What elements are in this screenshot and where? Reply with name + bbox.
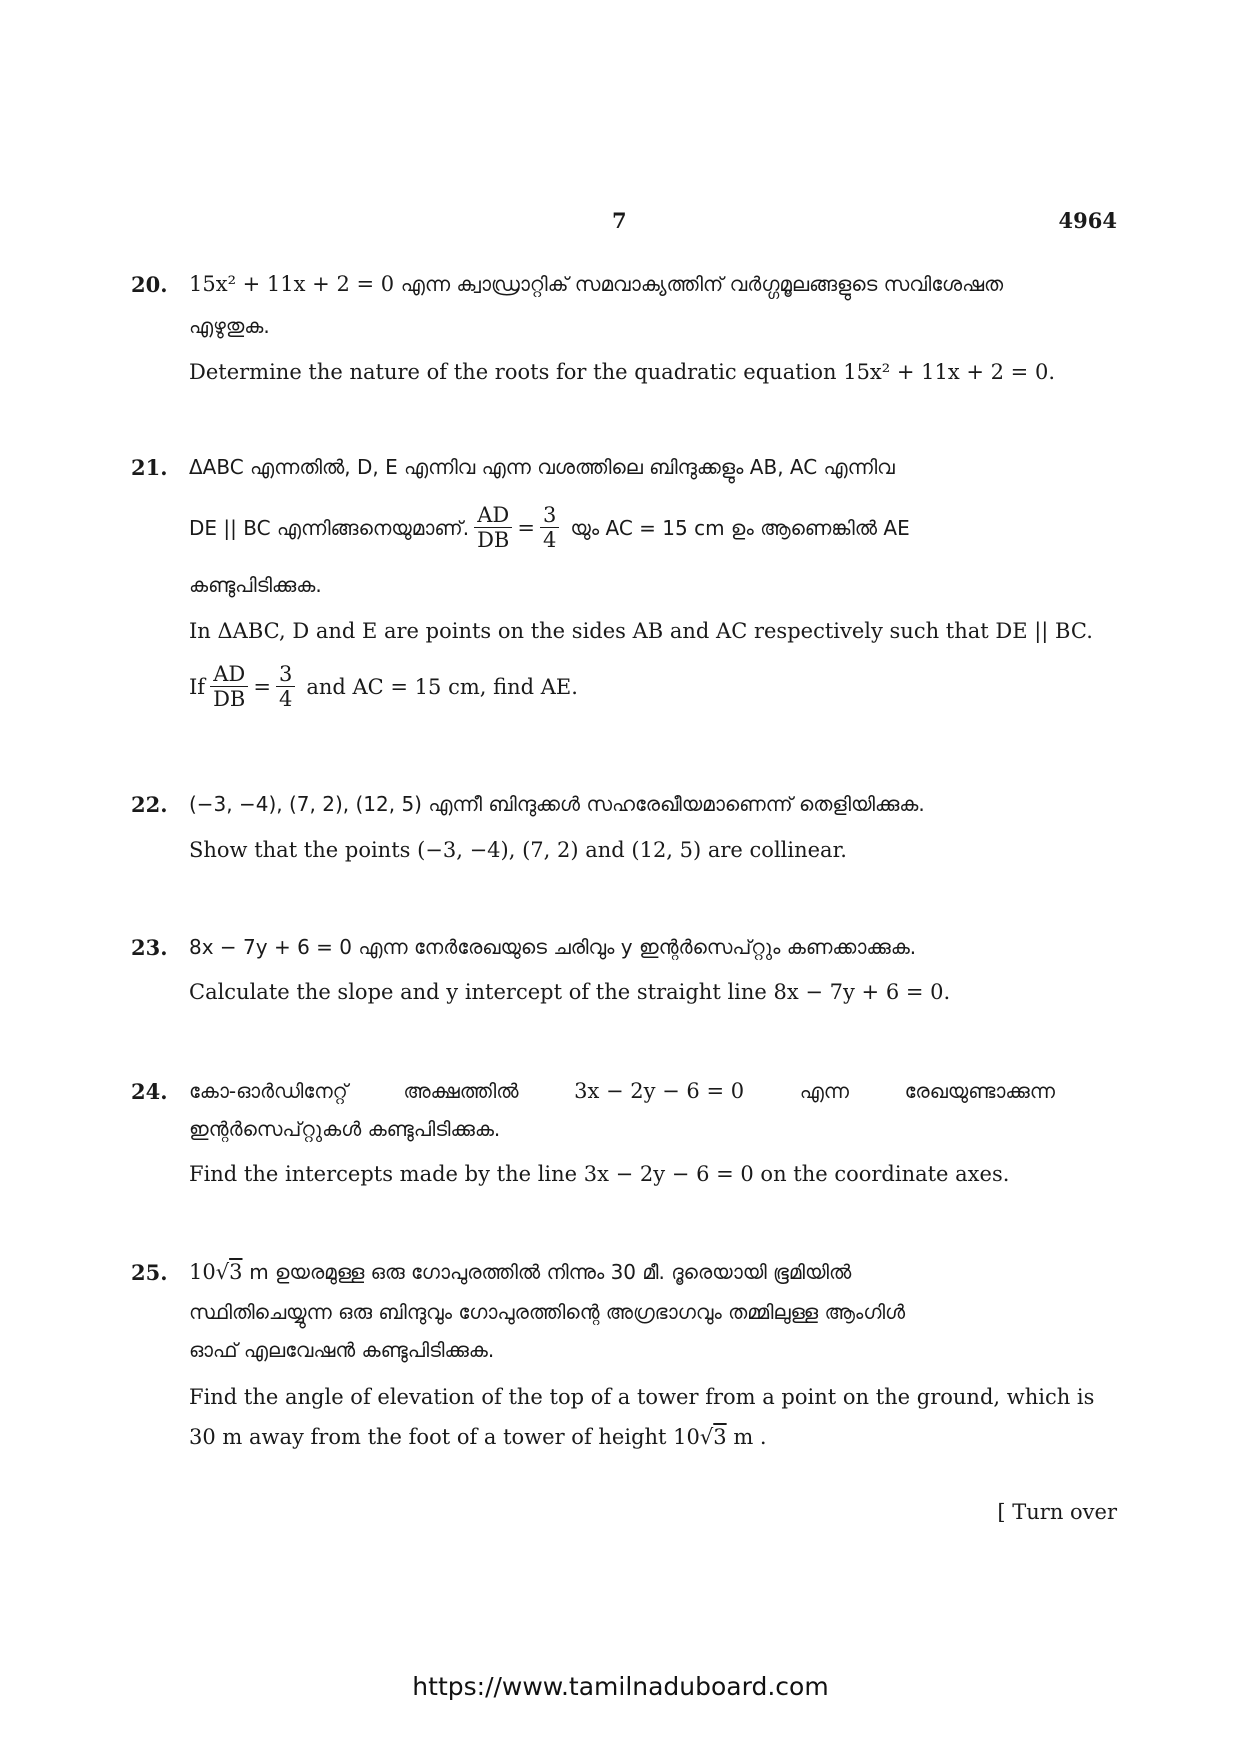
- value-fraction: [540, 503, 559, 552]
- question-24-malayalam-line-1: [189, 1079, 1055, 1103]
- word: എന്ന: [799, 1079, 849, 1103]
- value-fraction: [276, 662, 295, 711]
- fraction-denominator: DB: [477, 528, 510, 553]
- fraction-numerator: AD: [474, 503, 512, 528]
- question-25-malayalam-line-1: [189, 1260, 851, 1284]
- question-25-english-text: 30 m away from the foot of a tower of height 10: [189, 1425, 700, 1449]
- ratio-fraction: [210, 662, 248, 711]
- question-21-text-b: യും AC = 15 cm ഉം ആണെങ്കിൽ AE: [570, 515, 910, 540]
- fraction-denominator: 4: [542, 528, 557, 553]
- question-20-malayalam-line-2: എഴുതുക.: [189, 314, 270, 338]
- fraction-numerator: 3: [540, 503, 559, 528]
- question-20-malayalam-line-1: [189, 272, 1003, 296]
- question-21-english-tail: and AC = 15 cm, find AE.: [306, 674, 578, 699]
- height-root: 3: [713, 1425, 727, 1449]
- question-21-number: 21.: [131, 455, 168, 480]
- question-24-malayalam-line-2: ഇന്റർസെപ്റ്റുകൾ കണ്ടുപിടിക്കുക.: [189, 1117, 501, 1141]
- turn-over: [ Turn over: [997, 1500, 1117, 1524]
- sqrt-symbol: √: [699, 1425, 714, 1449]
- question-21-english-line-1: In ΔABC, D and E are points on the sides AB and AC respectively such that DE || BC.: [189, 619, 1093, 643]
- equals-sign: =: [517, 515, 535, 540]
- question-25-malayalam-line-2: സ്ഥിതിചെയ്യുന്ന ഒരു ബിന്ദുവും ഗോപുരത്തിന്റെ അഗ്രഭാഗവും തമ്മിലുള്ള ആംഗിൾ: [189, 1300, 906, 1324]
- question-25-malayalam-text: m ഉയരമുള്ള ഒരു ഗോപുരത്തിൽ നിന്നും 30 മീ. ദൂരെയായി ഭൂമിയിൽ: [249, 1260, 852, 1284]
- question-22-number: 22.: [131, 792, 168, 817]
- question-22-malayalam: (−3, −4), (7, 2), (12, 5) എന്നീ ബിന്ദുക്കൾ സഹരേഖീയമാണെന്ന് തെളിയിക്കുക.: [189, 792, 925, 816]
- question-24-number: 24.: [131, 1079, 168, 1104]
- question-24-equation: 3x − 2y − 6 = 0: [574, 1079, 745, 1103]
- word: കോ-ഓർഡിനേറ്റ്: [189, 1079, 348, 1103]
- if-text: If: [189, 674, 206, 699]
- question-21-malayalam-line-2: [189, 503, 910, 552]
- unit-text: m .: [733, 1425, 767, 1449]
- question-25-english-line-2: [189, 1425, 767, 1449]
- question-21-malayalam-line-3: കണ്ടുപിടിക്കുക.: [189, 573, 322, 597]
- word: രേഖയുണ്ടാക്കുന്ന: [904, 1079, 1055, 1103]
- height-coefficient: 10: [189, 1260, 216, 1284]
- fraction-denominator: DB: [213, 687, 246, 712]
- question-23-number: 23.: [131, 935, 168, 960]
- question-23-english: Calculate the slope and y intercept of the straight line 8x − 7y + 6 = 0.: [189, 980, 951, 1004]
- question-25-english-line-1: Find the angle of elevation of the top of a tower from a point on the ground, which is: [189, 1385, 1095, 1409]
- word: അക്ഷത്തിൽ: [403, 1079, 519, 1103]
- question-21-text-a: DE || BC എന്നിങ്ങനെയുമാണ്.: [189, 515, 470, 540]
- question-21-english-line-2: [189, 662, 578, 711]
- question-25-number: 25.: [131, 1260, 168, 1285]
- question-21-malayalam-line-1: ΔABC എന്നതിൽ, D, E എന്നിവ എന്ന വശത്തിലെ ബിന്ദുക്കളും AB, AC എന്നിവ: [189, 455, 895, 479]
- question-25-malayalam-line-3: ഓഫ് എലവേഷൻ കണ്ടുപിടിക്കുക.: [189, 1338, 495, 1362]
- page-number: 7: [612, 208, 627, 233]
- equals-sign: =: [253, 674, 271, 699]
- question-20-english: Determine the nature of the roots for the quadratic equation 15x² + 11x + 2 = 0.: [189, 360, 1055, 384]
- question-20-malayalam-text: എന്ന ക്വാഡ്രാറ്റിക് സമവാക്യത്തിന് വർഗ്ഗമൂലങ്ങളുടെ സവിശേഷത: [400, 272, 1004, 296]
- paper-code: 4964: [1058, 208, 1117, 233]
- question-20-equation: 15x² + 11x + 2 = 0: [189, 272, 395, 296]
- question-23-malayalam: 8x − 7y + 6 = 0 എന്ന നേർരേഖയുടെ ചരിവും y ഇന്റർസെപ്റ്റും കണക്കാക്കുക.: [189, 935, 917, 959]
- question-24-english: Find the intercepts made by the line 3x − 2y − 6 = 0 on the coordinate axes.: [189, 1162, 1010, 1186]
- footer-url[interactable]: https://www.tamilnaduboard.com: [412, 1672, 829, 1701]
- question-22-english: Show that the points (−3, −4), (7, 2) and (12, 5) are collinear.: [189, 838, 847, 862]
- ratio-fraction: [474, 503, 512, 552]
- question-20-number: 20.: [131, 272, 168, 297]
- sqrt-symbol: √: [215, 1260, 230, 1284]
- fraction-numerator: 3: [276, 662, 295, 687]
- fraction-denominator: 4: [278, 687, 293, 712]
- fraction-numerator: AD: [210, 662, 248, 687]
- height-root: 3: [229, 1260, 243, 1284]
